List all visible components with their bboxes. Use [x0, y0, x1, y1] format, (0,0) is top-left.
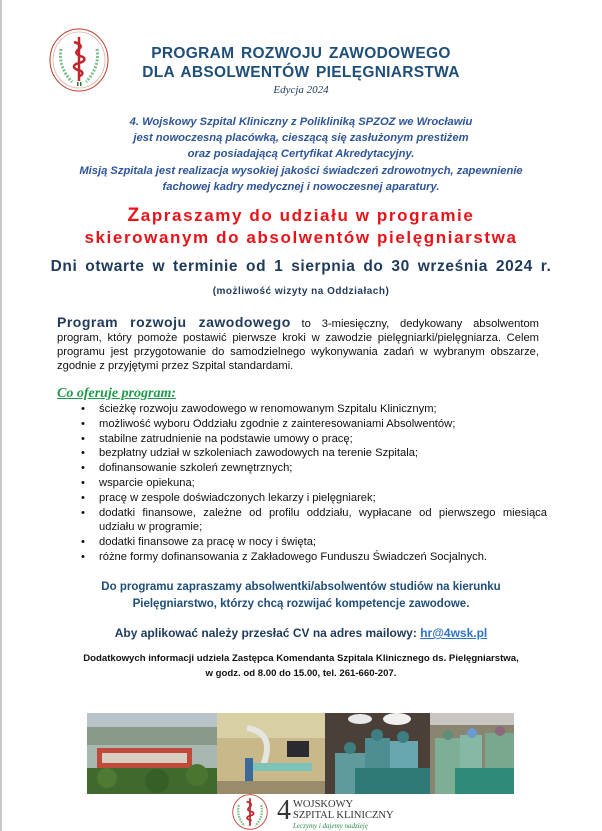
contact-info: [0, 651, 602, 681]
closing-line-2: Pielęgniarstwo, którzy chcą rozwijać kompetencje zawodowe.: [132, 598, 470, 610]
invitation-heading: [0, 205, 602, 249]
offer-item: • stabilne zatrudnienie na podstawie umowy o pracę;: [57, 432, 547, 447]
hospital-logo-icon: [228, 793, 272, 831]
program-description-text: to 3-miesięczny, dedykowany absolwentom program, który pomoże postawić pierwsze kroki w zawodzie pielęgniarki/pielęgniarza. Celem programu jest przygotowanie do samodzielnego wykonywania zadań w wybranym obszarze, zgodnie z przyjętymi przez Szpital standardami.: [57, 318, 539, 372]
title-line-2: DLA ABSOLWENTÓW PIELĘGNIARSTWA: [142, 64, 460, 81]
invitation-line-1: Zapraszamy do udziału w programie: [127, 205, 475, 226]
intro-line: fachowej kadry medycznej i nowoczesnej aparatury.: [162, 180, 440, 193]
contact-info-line-2: w godz. od 8.00 do 15.00, tel. 261-660-207.: [205, 668, 397, 679]
offer-item: • wsparcie opiekuna;: [57, 476, 547, 491]
contact-info-line-1: Dodatkowych informacji udziela Zastępca Komendanta Szpitala Klinicznego ds. Pielęgniarstwa,: [83, 653, 519, 664]
edition-label: Edycja 2024: [273, 84, 329, 96]
offer-item: • dodatki finansowe za pracę w nocy i święta;: [57, 535, 547, 550]
visit-note: (możliwość wizyty na Oddziałach): [212, 286, 390, 297]
offer-item: • bezpłatny udział w szkoleniach zawodowych na terenie Szpitala;: [57, 446, 547, 461]
offer-item: • dofinansowanie szkoleń zewnętrznych;: [57, 461, 547, 476]
photo-strip: [87, 713, 514, 794]
email-link[interactable]: hr@4wsk.pl: [420, 626, 488, 640]
angiography-room-photo: [217, 713, 325, 794]
operating-room-photo: [430, 713, 514, 794]
brand-tagline: Leczymy i dajemy nadzieję: [293, 822, 368, 830]
intro-paragraph: [0, 114, 602, 195]
offer-item: • pracę w zespole doświadczonych lekarzy i pielęgniarek;: [57, 491, 547, 506]
offer-item: • ścieżkę rozwoju zawodowego w renomowanym Szpitalu Klinicznym;: [57, 402, 547, 417]
offer-item: • różne formy dofinansowania z Zakładowego Funduszu Świadczeń Socjalnych.: [57, 550, 547, 565]
offer-item: • dodatki finansowe, zależne od profilu oddziału, wypłacane od pierwszego miesiąca udziału w programie;: [57, 506, 547, 536]
intro-line: 4. Wojskowy Szpital Kliniczny z Polikliniką SPZOZ we Wrocławiu: [129, 116, 473, 128]
program-description: [57, 315, 539, 373]
brand-line-2: SZPITAL KLINICZNY: [293, 810, 394, 821]
title-line-1: PROGRAM ROZWOJU ZAWODOWEGO: [151, 45, 451, 62]
brand-number: 4: [277, 795, 291, 826]
closing-invitation: [0, 579, 602, 613]
apply-instructions: Aby aplikować należy przesłać CV na adres mailowy: hr@4wsk.pl: [114, 626, 488, 640]
surgery-team-photo: [325, 713, 430, 794]
hospital-aerial-photo: [87, 713, 217, 794]
offer-heading: Co oferuje program:: [57, 386, 176, 401]
program-name: Program rozwoju zawodowego: [57, 314, 291, 330]
intro-line: oraz posiadającą Certyfikat Akredytacyjny.: [187, 148, 415, 161]
offer-list: [57, 402, 547, 565]
open-days-dates: Dni otwarte w terminie od 1 sierpnia do 30 września 2024 r.: [50, 258, 552, 275]
intro-line: jest nowoczesną placówką, cieszącą się zasłużonym prestiżem: [133, 132, 469, 145]
brand-line-1: WOJSKOWY: [293, 799, 354, 810]
intro-line: Misją Szpitala jest realizacja wysokiej jakości świadczeń zdrowotnych, zapewnienie: [79, 164, 523, 177]
closing-line-1: Do programu zapraszamy absolwentki/absolwentów studiów na kierunku: [101, 581, 501, 593]
offer-item: • możliwość wyboru Oddziału zgodnie z zainteresowaniami Absolwentów;: [57, 417, 547, 432]
invitation-line-2: skierowanym do absolwentów pielęgniarstwa: [84, 228, 518, 247]
